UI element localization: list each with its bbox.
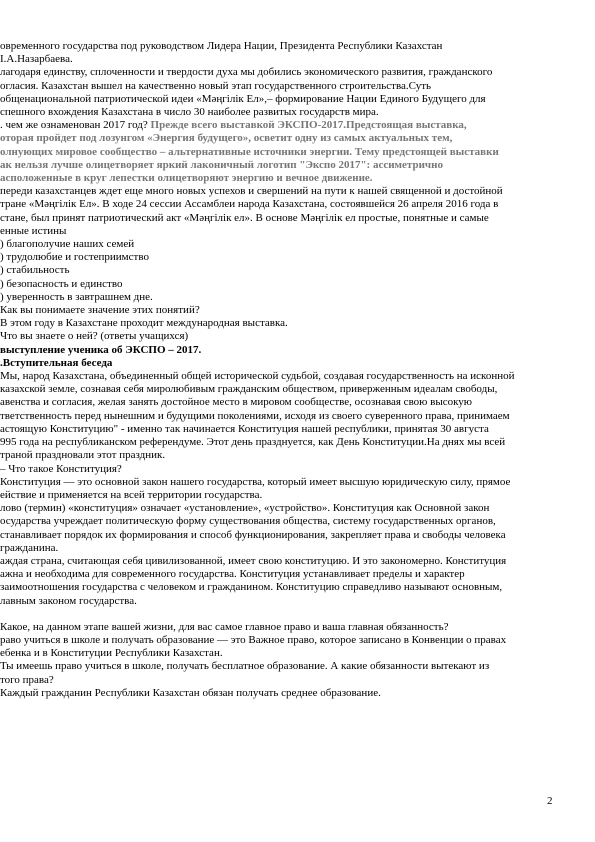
- text-line: В этом году в Казахстане проходит международная выставка.: [0, 317, 288, 330]
- list-item: ) стабильность: [0, 264, 70, 277]
- text-line: аждая страна, считающая себя цивилизованной, имеет свою конституцию. И это закономерно. Конституция: [0, 554, 507, 567]
- document-body: [0, 40, 560, 700]
- text-line: казахской земле, сознавая себя миролюбивым гражданским обществом, приверженным идеалам свободы,: [0, 383, 498, 396]
- question-text: . чем же ознаменован 2017 год?: [0, 119, 148, 132]
- text-line: раво учиться в школе и получать образование — это Важное право, которое записано в Конвенции о правах: [0, 633, 507, 646]
- list-item: ) уверенность в завтрашнем дне.: [0, 290, 153, 303]
- text-line: огласия. Казахстан вышел на качественно новый этап государственного строительства.Суть: [0, 79, 432, 92]
- text-line: Что вы знаете о ней? (ответы учащихся): [0, 330, 189, 343]
- list-item: ) благополучие наших семей: [0, 238, 135, 251]
- text-line: гражданина.: [0, 541, 59, 554]
- text-line: Как вы понимаете значение этих понятий?: [0, 304, 200, 317]
- text-line: – Что такое Конституция?: [0, 462, 122, 475]
- text-line: тветственность перед нынешним и будущими поколениями, исходя из своего суверенного права, принимаем: [0, 409, 510, 422]
- text-line: ажна и необходима для современного государства. Конституция устанавливает пределы и характер: [0, 568, 465, 581]
- text-line: І.А.Назарбаева.: [0, 53, 73, 66]
- text-line: осударства учреждает политическую форму существования общества, систему государственных органов,: [0, 515, 496, 528]
- text-line: лово (термин) «конституция» означает «установление», «устройство». Конституция как Основной закон: [0, 502, 490, 515]
- text-line: станавливает порядок их формирования и способ функционирования, закрепляет права и свободы человека: [0, 528, 506, 541]
- text-line: стане, был принят патриотический акт «Мәңгілік ел». В основе Мәңгілік ел простые, понятные и самые: [0, 211, 489, 224]
- text-line: ействие и применяется на всей территории государства.: [0, 488, 263, 501]
- paragraph-gap: [0, 608, 560, 621]
- section-heading: .Вступительная беседа: [0, 356, 113, 369]
- text-line: ебенка и в Конституции Республики Казахстан.: [0, 647, 223, 660]
- page-number: 2: [547, 795, 553, 807]
- section-heading: выступление ученика об ЭКСПО – 2017.: [0, 343, 202, 356]
- text-line: 995 года на республиканском референдуме. Этот день празднуется, как День Конституции.На днях мы всей: [0, 436, 506, 449]
- text-line: Конституция — это основной закон нашего государства, который имеет высшую юридическую силу, прямое: [0, 475, 511, 488]
- text-line: оторая пройдет под лозунгом «Энергия будущего», осветит одну из самых актуальных тем,: [0, 132, 453, 145]
- text-line: овременного государства под руководством Лидера Нации, Президента Республики Казахстан: [0, 40, 443, 52]
- text-line: Каждый гражданин Республики Казахстан обязан получать среднее образование.: [0, 686, 381, 699]
- highlighted-text: Прежде всего выставкой ЭКСПО-2017.Предстоящая выставка,: [150, 119, 467, 132]
- text-line: того права?: [0, 673, 54, 686]
- text-line: енные истины: [0, 224, 67, 237]
- text-line: ак нельзя лучше олицетворяет яркий лаконичный логотип "Экспо 2017": ассиметрично: [0, 158, 443, 171]
- text-line: общенациональной патриотической идеи «Мәңгілік Ел»,– формирование Нации Единого Будущего для: [0, 92, 486, 105]
- text-line: асположенные в круг лепестки олицетворяют энергию и вечное движение.: [0, 172, 373, 185]
- text-line: траной праздновали этот праздник.: [0, 449, 166, 462]
- text-line: переди казахстанцев ждет еще много новых успехов и свершений на пути к нашей священной и достойной: [0, 185, 503, 198]
- text-line: астоящую Конституцию" - именно так начинается Конституция нашей республики, принятая 30 августа: [0, 422, 489, 435]
- text-line: заимоотношения государства с человеком и гражданином. Конституцию справедливо называют основным,: [0, 581, 503, 594]
- text-line: лагодаря единству, сплоченности и твердости духа мы добились экономического развития, гражданского: [0, 66, 493, 79]
- text-line: авенства и согласия, желая занять достойное место в мировом сообществе, осознавая свою высокую: [0, 396, 473, 409]
- text-line: олнующих мировое сообщество – альтернативные источники энергии. Тему предстоящей выставки: [0, 145, 499, 158]
- list-item: ) безопасность и единство: [0, 277, 123, 290]
- text-line: Какое, на данном этапе вашей жизни, для вас самое главное право и ваша главная обязанность?: [0, 620, 449, 633]
- text-line: лавным законом государства.: [0, 594, 137, 607]
- text-line: Мы, народ Казахстана, объединенный общей исторической судьбой, создавая государственность на исконной: [0, 370, 515, 383]
- text-line: спешного вхождения Казахстана в число 30 наиболее развитых государств мира.: [0, 106, 379, 119]
- text-line: Ты имеешь право учиться в школе, получать бесплатное образование. А какие обязанности вытекают из: [0, 660, 490, 673]
- text-line: [0, 119, 560, 132]
- text-line: тране «Мәңгілік Ел». В ходе 24 сессии Ассамблеи народа Казахстана, состоявшейся 26 апреля 2016 года в: [0, 198, 499, 211]
- list-item: ) трудолюбие и гостеприимство: [0, 251, 149, 264]
